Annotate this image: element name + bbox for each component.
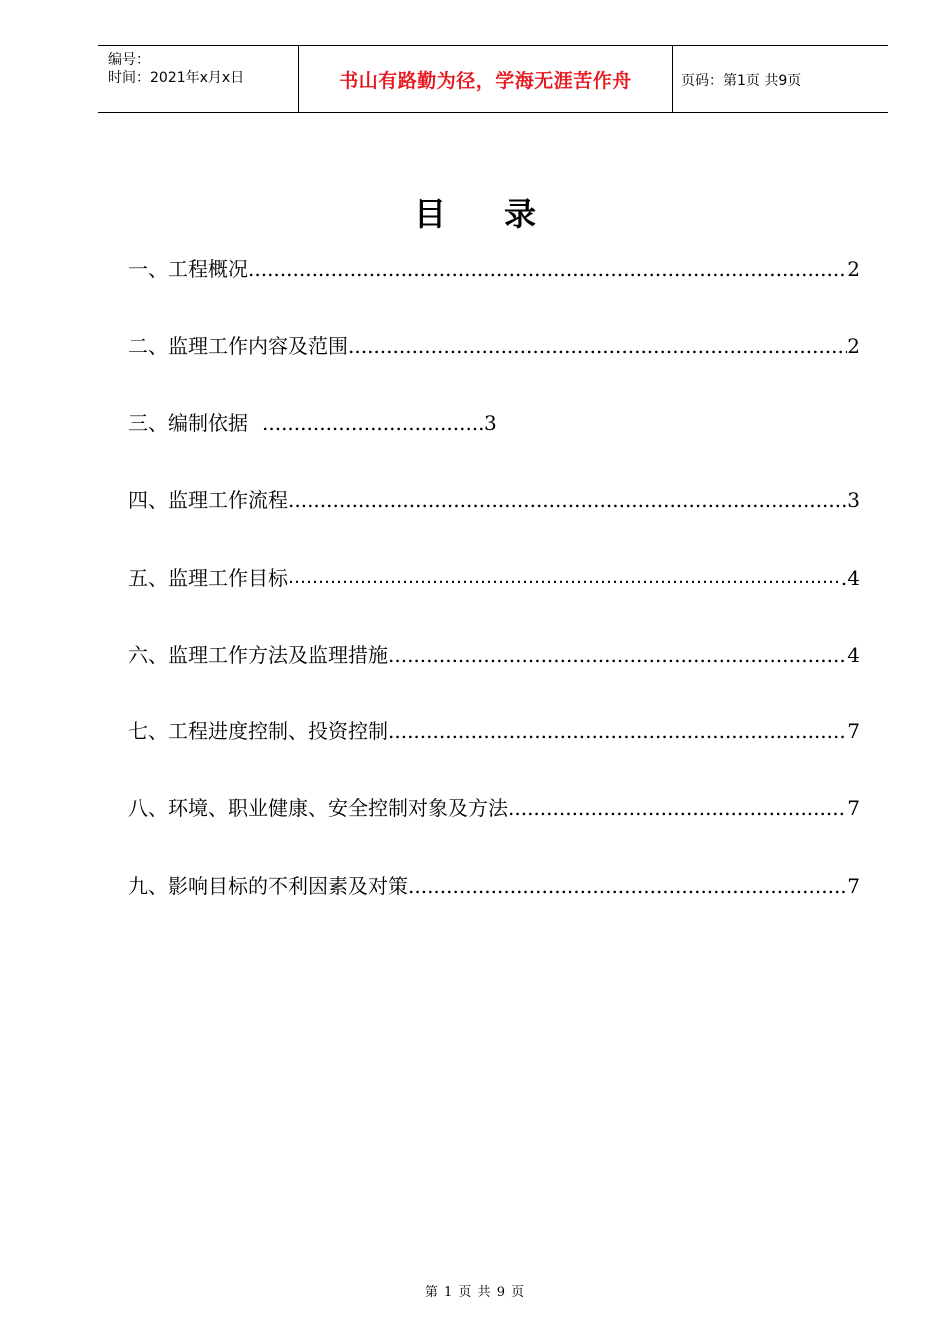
header-page-info: 页码：第1页 共9页	[681, 73, 802, 89]
toc-entry[interactable]	[128, 321, 860, 361]
toc-entry-page: 2	[847, 257, 860, 281]
toc-entry[interactable]	[128, 706, 860, 746]
toc-entry-label: 五、监理工作目标	[128, 566, 288, 590]
page-footer: 第 1 页 共 9 页	[424, 1285, 526, 1300]
toc-leader-dots	[288, 485, 847, 515]
toc-entry-label: 二、监理工作内容及范围	[128, 334, 348, 358]
toc-entry-label: 九、影响目标的不利因素及对策	[128, 874, 408, 898]
page-title	[0, 192, 950, 236]
toc-entry-label: 一、工程概况	[128, 257, 248, 281]
toc-leader-dots	[262, 408, 484, 438]
toc-leader-dots	[408, 871, 847, 901]
title-char-2: 录	[504, 195, 537, 233]
toc-entry[interactable]	[128, 244, 860, 284]
toc-entry-page: .4	[840, 566, 860, 590]
page-header	[98, 45, 888, 113]
title-char-1: 目	[413, 195, 446, 233]
toc-entry-label: 七、工程进度控制、投资控制	[128, 719, 388, 743]
header-motto: 书山有路勤为径，学海无涯苦作舟	[299, 46, 673, 112]
toc-leader-dots	[288, 561, 841, 593]
toc-entry-label: 三、编制依据	[128, 411, 248, 435]
toc-entry-page: 4	[847, 643, 860, 667]
toc-entry[interactable]	[128, 630, 860, 670]
toc-leader-dots	[388, 640, 847, 670]
toc-entry[interactable]	[128, 861, 860, 901]
header-meta-cell	[98, 46, 299, 112]
toc-entry[interactable]	[128, 398, 497, 438]
toc-entry-label: 四、监理工作流程	[128, 488, 288, 512]
toc-leader-dots	[348, 331, 847, 361]
toc-leader-dots	[248, 254, 847, 284]
toc-entry-label: 六、监理工作方法及监理措施	[128, 643, 388, 667]
document-date-label: 时间：2021年x月x日	[108, 70, 245, 86]
toc-entry-page: 7	[847, 796, 860, 820]
toc-entry[interactable]	[128, 553, 860, 593]
toc-entry-page: 2	[847, 334, 860, 358]
document-number-label: 编号：	[108, 52, 150, 68]
toc-entry-label: 八、环境、职业健康、安全控制对象及方法	[128, 796, 508, 820]
toc-entry[interactable]	[128, 783, 860, 823]
toc-entry-page: 7	[847, 719, 860, 743]
toc-entry-page: 3	[847, 488, 860, 512]
toc-entry-page: 7	[847, 874, 860, 898]
toc-entry[interactable]	[128, 475, 860, 515]
toc-leader-dots	[388, 716, 847, 746]
toc-leader-dots	[508, 793, 847, 823]
toc-entry-page: 3	[484, 411, 497, 435]
